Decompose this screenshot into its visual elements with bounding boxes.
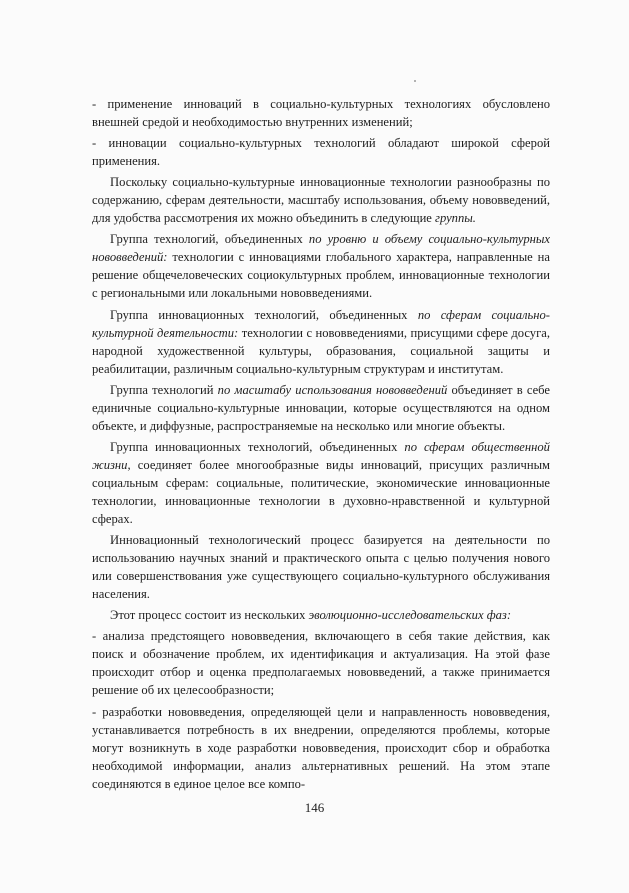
scan-speck bbox=[414, 80, 416, 82]
paragraph-process-phases-part-1: эволюционно-исследовательских фаз: bbox=[308, 608, 512, 623]
paragraph-group-public-life bbox=[92, 438, 550, 528]
paragraph-group-level-part-0: Группа технологий, объединенных bbox=[110, 232, 309, 247]
paragraph-process-basis bbox=[92, 531, 550, 603]
paragraph-group-scale-part-2: объединяет в себе единичные социально-культурные инновации, которые осуществляются на одном объекте, и диффузные, распространяемые на несколько или многие объекты. bbox=[92, 382, 551, 433]
paragraph-process-basis-part-0: Инновационный технологический процесс базируется на деятельности по использованию научных знаний и практического опыта с целью получения нового или совершенствования уже существующего социально-культурного обслуживания населения. bbox=[92, 533, 550, 602]
bullet-development-phase bbox=[92, 703, 550, 793]
paragraph-group-public-life-part-2: соединяет более многообразные виды инноваций, присущих различным социальным сферам: социальные, политические, экономические инновационные технологии, инновационные технологии в духовно-нравственной и культурной сферах. bbox=[92, 457, 550, 527]
paragraph-group-level bbox=[92, 230, 550, 302]
paragraph-diversity-part-0: Поскольку социально-культурные инновационные технологии разнообразны по содержанию, сферам деятельности, масштабу использования, объему нововведений, для удобства рассмотрения их можно объединить в следующие bbox=[92, 175, 550, 226]
paragraph-diversity-part-1: группы. bbox=[435, 211, 476, 226]
paragraph-group-level-part-2: технологии с инновациями глобального характера, направленные на решение общечеловеческих социокультурных проблем, инновационные технологии с региональными или локальными нововведениями. bbox=[92, 250, 550, 301]
bullet-wide-application bbox=[92, 134, 550, 170]
paragraph-group-spheres-part-1: по сферам социально-культурной деятельности: bbox=[92, 307, 550, 340]
bullet-analysis-phase-part-0: - анализа предстоящего нововведения, включающего в себя такие действия, как поиск и обозначение проблем, их идентификация и актуализация. На этой фазе происходит отбор и оценка предполагаемых нововведений, а также принимается решение об их целесообразности; bbox=[92, 629, 550, 698]
paragraph-group-public-life-part-0: Группа инновационных технологий, объединенных bbox=[110, 439, 405, 454]
bullet-development-phase-part-0: - разработки нововведения, определяющей цели и направленность нововведения, устанавливается потребность в их внедрении, определяются проблемы, которые могут возникнуть в ходе разработки нововведения, происходит сбор и обработка необходимой информации, анализ альтернативных решений. На этом этапе соединяются в единое целое все компо- bbox=[92, 704, 550, 791]
paragraph-group-scale-part-1: по масштабу использования нововведений bbox=[217, 382, 448, 397]
page-number: 146 bbox=[304, 800, 325, 815]
bullet-analysis-phase bbox=[92, 627, 550, 699]
bullet-external-environment bbox=[92, 95, 550, 131]
paragraph-group-scale bbox=[92, 381, 550, 435]
paragraph-diversity bbox=[92, 173, 550, 227]
paragraph-group-level-part-1: по уровню и объему социально-культурных нововведений: bbox=[92, 232, 550, 265]
page-text bbox=[92, 95, 550, 796]
bullet-wide-application-part-0: - инновации социально-культурных технологий обладают широкой сферой применения. bbox=[92, 136, 550, 169]
paragraph-group-spheres bbox=[92, 306, 550, 378]
paragraph-group-public-life-part-1: по сферам общественной жизни, bbox=[92, 439, 550, 472]
paragraph-process-phases bbox=[92, 606, 550, 624]
paragraph-process-phases-part-0: Этот процесс состоит из нескольких bbox=[110, 608, 309, 623]
bullet-external-environment-part-0: - применение инноваций в социально-культурных технологиях обусловлено внешней средой и необходимостью внутренних изменений; bbox=[92, 97, 550, 130]
paragraph-group-scale-part-0: Группа технологий bbox=[110, 382, 218, 397]
paragraph-group-spheres-part-2: технологии с нововведениями, присущими сфере досуга, народной художественной культуры, образования, социальной защиты и реабилитации, различным социально-культурным структурам и институтам. bbox=[92, 325, 550, 376]
paragraph-group-spheres-part-0: Группа инновационных технологий, объединенных bbox=[110, 307, 418, 322]
